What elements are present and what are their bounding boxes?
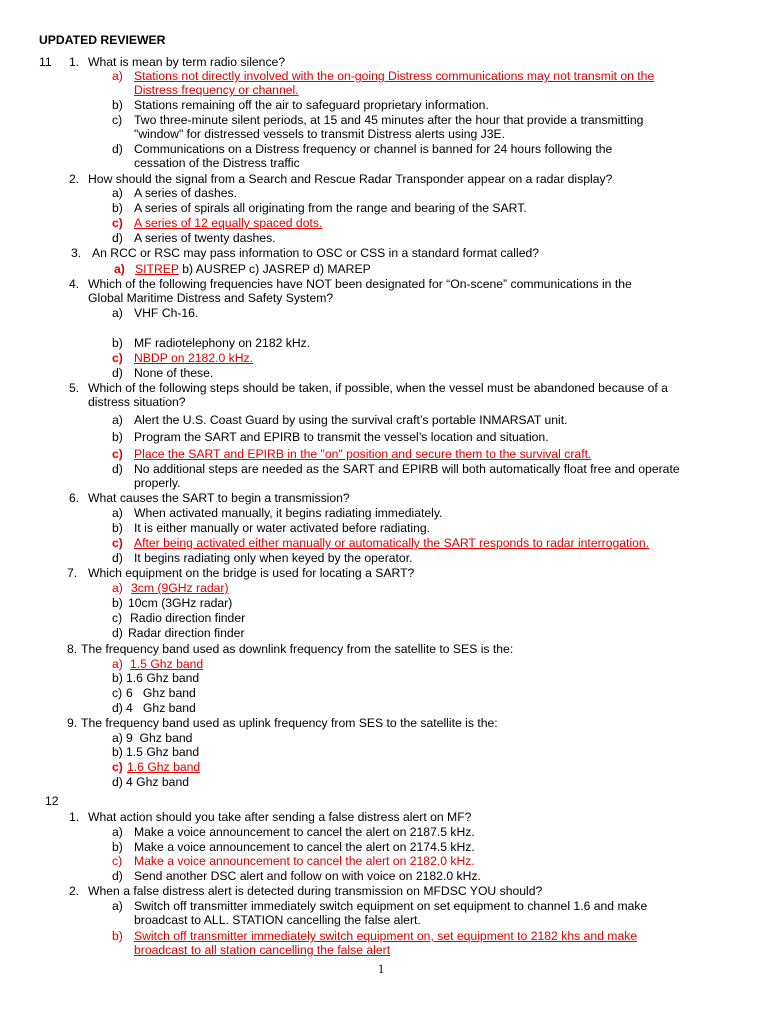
question-number: 1. [69,810,80,824]
question-number: 3. [71,246,82,260]
option-text: VHF Ch-16. [134,306,199,320]
option-text-correct: Place the SART and EPIRB in the "on" position and secure them to the survival craft. [134,447,592,461]
option-text-correct: 1.5 Ghz band [130,657,204,671]
option-text: properly. [134,476,181,490]
option-letter: a) [112,506,123,520]
question-text: Which equipment on the bridge is used for locating a SART? [88,566,415,580]
document-title: UPDATED REVIEWER [39,33,166,47]
option-text: Stations remaining off the air to safeguard proprietary information. [134,98,489,112]
option-text: 9 Ghz band [126,731,193,745]
option-text-correct: 1.6 Ghz band [127,760,201,774]
option-letter-correct: b) [112,929,123,943]
option-text: Program the SART and EPIRB to transmit the vessel’s location and situation. [134,430,549,444]
question-text: Which of the following frequencies have NOT been designated for “On-scene” communications in the [88,277,632,291]
option-text-correct: Distress frequency or channel. [134,83,299,97]
question-text: The frequency band used as downlink frequency from the satellite to SES is the: [81,642,514,656]
question-number: 5. [69,381,80,395]
option-letter: d) [112,231,123,245]
option-letter-correct: c) [112,351,123,365]
option-letter: b) [112,521,123,535]
option-letter: a) [112,413,123,427]
question-number: 1. [69,55,80,69]
option-text: 10cm (3GHz radar) [128,596,233,610]
option-letter: d) [112,142,123,156]
option-letter: d) [112,701,123,715]
option-text: Communications on a Distress frequency or channel is banned for 24 hours following the [134,142,613,156]
option-text: 4 Ghz band [126,775,190,789]
option-letter: b) [112,745,123,759]
question-number: 7. [67,566,78,580]
option-letter: a) [112,731,123,745]
option-text-correct: Make a voice announcement to cancel the alert on 2182.0 kHz. [134,854,475,868]
question-text: What causes the SART to begin a transmission? [88,491,350,505]
option-letter-correct: a) [112,657,123,671]
option-text: It begins radiating only when keyed by the operator. [134,551,413,565]
option-text: 4 Ghz band [126,701,196,715]
option-text: Make a voice announcement to cancel the alert on 2187.5 kHz. [134,825,475,839]
option-letter: c) [112,113,123,127]
question-text: What action should you take after sending a false distress alert on MF? [88,810,472,824]
question-text: An RCC or RSC may pass information to OSC or CSS in a standard format called? [92,246,540,260]
option-text: 6 Ghz band [126,686,196,700]
page-number: 1 [378,962,385,976]
option-text-correct: After being activated either manually or automatically the SART responds to radar interrogation. [134,536,650,550]
option-letter: d) [112,366,123,380]
option-text-correct: Switch off transmitter immediately switch equipment on, set equipment to 2182 khs and make [134,929,638,943]
option-letter: a) [112,899,123,913]
option-text-correct: NBDP on 2182.0 kHz. [134,351,254,365]
question-text: Which of the following steps should be taken, if possible, when the vessel must be abandoned because of a [88,381,668,395]
question-text: When a false distress alert is detected during transmission on MFDSC YOU should? [88,884,543,898]
option-text-correct: A series of 12 equally spaced dots. [134,216,323,230]
option-text: It is either manually or water activated before radiating. [134,521,431,535]
option-letter: d) [112,462,123,476]
option-letter: a) [112,186,123,200]
option-text-correct: broadcast to all station cancelling the false alert [134,943,391,957]
option-text-correct: Stations not directly involved with the on-going Distress communications may not transmit on the [134,69,655,83]
option-text: broadcast to ALL. STATION cancelling the false alert. [134,913,421,927]
option-letter: b) [112,336,123,350]
option-text: None of these. [134,366,214,380]
question-text: The frequency band used as uplink frequency from SES to the satellite is the: [81,716,498,730]
question-number: 6. [69,491,80,505]
option-letter: a) [112,306,123,320]
question-text: distress situation? [88,395,186,409]
option-text: Alert the U.S. Coast Guard by using the survival craft’s portable INMARSAT unit. [134,413,568,427]
option-letter: d) [112,775,123,789]
option-text: "window" for distressed vessels to transmit Distress alerts using J3E. [134,127,506,141]
option-letter-correct: c) [112,536,123,550]
option-letter: c) [112,686,123,700]
option-text: Make a voice announcement to cancel the alert on 2174.5 kHz. [134,840,475,854]
option-text: A series of spirals all originating from the range and bearing of the SART. [134,201,527,215]
option-letter: b) [112,671,123,685]
section-label: 12 [45,794,59,808]
option-letter-correct: a) [114,262,125,276]
option-letter: b) [112,840,123,854]
option-letter-correct: a) [112,69,123,83]
other-options-text: b) AUSREP c) JASREP d) MAREP [178,262,371,276]
question-text: How should the signal from a Search and Rescue Radar Transponder appear on a radar display? [88,172,613,186]
option-text-correct: 3cm (9GHz radar) [131,581,229,595]
option-letter: a) [112,825,123,839]
option-text: Two three-minute silent periods, at 15 and 45 minutes after the hour that provide a transmitting [134,113,644,127]
question-text: What is mean by term radio silence? [88,55,286,69]
option-text: Radar direction finder [128,626,245,640]
option-letter: b) [112,430,123,444]
option-letter-correct: c) [112,447,123,461]
inline-answer [114,262,371,276]
section-label: 11 [39,55,52,69]
option-text: Send another DSC alert and follow on with voice on 2182.0 kHz. [134,869,481,883]
option-text: 1.6 Ghz band [126,671,200,685]
option-letter-correct: a) [112,581,123,595]
question-number: 2. [69,884,80,898]
question-number: 2. [69,172,80,186]
option-letter-correct: c) [112,216,123,230]
question-number: 4. [69,277,80,291]
option-letter: d) [112,551,123,565]
question-number: 8. [67,642,78,656]
option-letter: b) [112,596,123,610]
option-text: MF radiotelephony on 2182 kHz. [134,336,311,350]
option-text-correct: SITREP [135,262,179,276]
option-letter: b) [112,98,123,112]
option-letter-correct: c) [112,760,123,774]
question-number: 9. [67,716,78,730]
option-text: Switch off transmitter immediately switch equipment on set equipment to channel 1.6 and make [134,899,648,913]
option-text: When activated manually, it begins radiating immediately. [134,506,443,520]
option-letter-correct: c) [112,854,123,868]
question-text: Global Maritime Distress and Safety System? [88,291,334,305]
option-letter: d) [112,626,123,640]
option-text: A series of twenty dashes. [134,231,276,245]
option-letter: b) [112,201,123,215]
option-letter: c) [112,611,123,625]
option-text: 1.5 Ghz band [126,745,200,759]
option-text: No additional steps are needed as the SART and EPIRB will both automatically float free and operate [134,462,680,476]
option-text: A series of dashes. [134,186,237,200]
option-text: Radio direction finder [130,611,246,625]
option-letter: d) [112,869,123,883]
option-text: cessation of the Distress traffic [134,156,300,170]
